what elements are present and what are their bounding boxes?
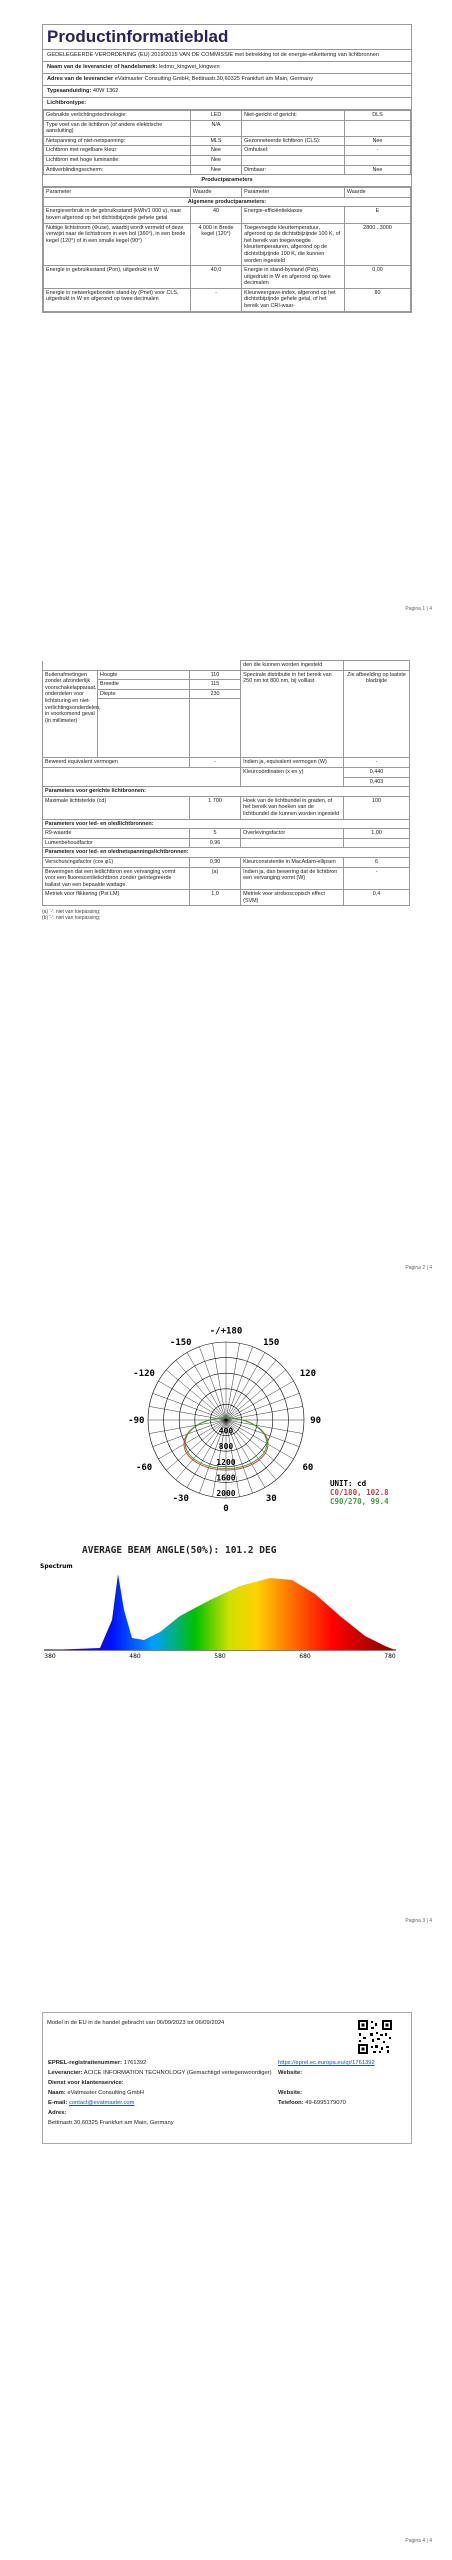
supplier-name-label: Naam van de leverancier of handelsmerk: (47, 64, 158, 70)
beam-label: Hoek van de lichtbundel in graden, of het bereik van hoeken van de lichtbundel die kunnen worden ingesteld (241, 796, 344, 819)
power-factor-value: 0,90 (189, 857, 240, 867)
polar-angle-label: 150 (263, 1338, 280, 1348)
polar-ring-label: 1600 (216, 1473, 236, 1483)
param-cell-l1: Energie in gebruiksstand (Pon), uitgedrukt in W (44, 266, 191, 289)
spectrum-x-tick: 680 (299, 1653, 311, 1660)
supplier-value: ACICE INFORMATION TECHNOLOGY (Gemachtigd vertegenwoordiger) (83, 2070, 272, 2076)
flicker-value: 1,0 (189, 890, 240, 906)
type-cell-l2: Gezonneteerde lichtbron (CLS): (242, 136, 345, 146)
type-cell-v1: Nee (190, 146, 241, 156)
param-cell-l1: Energie in netwerkgebonden stand-by (Pnet) voor CLS, uitgedrukt in W en afgerond op twee decimalen (44, 288, 191, 311)
type-cell-v1: Nee (190, 165, 241, 175)
customer-service-heading: Dienst voor klantenservice: (48, 2080, 124, 2086)
polar-angle-label: 120 (299, 1369, 317, 1380)
dim-height-value: 110 (189, 670, 240, 680)
spectrum-chart (40, 1560, 400, 1660)
type-cell-l1: Netspanning of niet-netspanning: (44, 136, 191, 146)
type-row (44, 111, 411, 121)
type-cell-v2: Nee (344, 165, 410, 175)
param-cell-v1: 40,0 (190, 266, 241, 289)
beam-value: 100 (343, 796, 409, 819)
type-table (43, 110, 411, 175)
page-number: Pagina 4 | 4 (405, 2538, 432, 2544)
info-sheet (42, 24, 412, 313)
dim-depth-value: 230 (189, 689, 240, 699)
flicker-label: Metriek voor flikkering (Pst LM) (43, 890, 190, 906)
type-row (44, 146, 411, 156)
spectrum-x-tick: 480 (129, 1653, 141, 1660)
supplier-label: Leverancier: (48, 2070, 83, 2076)
info-sheet-continued (42, 660, 410, 921)
macadam-label: Kleurconsistentie in MacAdam-ellipsen (241, 857, 344, 867)
market-period-text: Model in de EU in de handel gebracht van 06/09/2023 tot 06/09/2024 (47, 2020, 225, 2026)
dim-width-value: 115 (189, 680, 240, 690)
directional-heading: Parameters voor gerichte lichtbronnen: (43, 787, 410, 797)
param-cell-l2: Kleurweergave-index, afgerond op het dichtstbijzijnde gehele getal, of het bereik van CRI-waar- (242, 288, 345, 311)
polar-ring-label: 400 (218, 1426, 234, 1436)
param-cell-l2: Energie in stand-bystand (Psb), uitgedrukt in W en afgerond op twee decimalen (242, 266, 345, 289)
eprel-link[interactable]: https://eprel.ec.europa.eu/qr/1761392 (278, 2060, 375, 2066)
page-2 (0, 660, 452, 1280)
lumen-maint-value: 0,96 (189, 838, 240, 848)
type-cell-l1: Lichtbron met regelbare kleur: (44, 146, 191, 156)
phone-value: 49-6995179070 (305, 2100, 346, 2106)
param-cell-l1: Energieverbruik in de gebruiksstand (kWh/1 000 u), naar boven afgerond op het dichtstbijzijnde gehele getal (44, 207, 191, 223)
polar-legend-entry: C90/270, 99.4 (330, 1497, 389, 1506)
replacement-claim-label: Beweringen dat een ledlichtbron een vervanging vormt voor een fluorescentielichtbron zonder geïntegreerde ballast van een bepaalde wattage. (43, 867, 190, 890)
name-label: Naam: (48, 2090, 66, 2096)
stroboscopic-label: Metriek voor stroboscopisch effect (SVM) (241, 890, 344, 906)
qr-code-icon (357, 2019, 393, 2055)
chromaticity-label: Kleurcoördinaten (x en y) (241, 767, 344, 786)
param-row (44, 266, 411, 289)
address-value-2: Bettinastr.30,60325 Frankfurt am Main, Germany (48, 2120, 174, 2126)
equiv-value: - (189, 758, 240, 768)
polar-angle-label: 0 (223, 1504, 229, 1515)
email-link[interactable]: contact@evatmaster.com (68, 2100, 135, 2106)
r9-label: R9-waarde (43, 829, 190, 839)
polar-angle-label: -/+180 (209, 1326, 243, 1337)
type-cell-l1: Lichtbron met hoge luminantie: (44, 155, 191, 165)
param-table (43, 187, 411, 312)
continued-table (42, 660, 410, 906)
param-cell-l2: Energie-efficiëntieklasse (242, 207, 345, 223)
col-header-value: Waarde (190, 188, 241, 198)
address-value: eVatmaster Consulting GmbH, Bettinastr.30,60325 Frankfurt am Main, Germany (114, 76, 314, 82)
polar-legend-entry: C0/180, 102.8 (330, 1488, 389, 1497)
page-number: Pagina 2 | 4 (405, 1265, 432, 1271)
param-cell-v1: 4 000 in Brede kegel (120°) (190, 223, 241, 266)
spectrum-x-tick: 580 (214, 1653, 226, 1660)
page-4 (0, 1980, 452, 2560)
type-cell-l1: Gebruikte verlichtingstechnologie: (44, 111, 191, 121)
spectrum-y-label: Spectrum (40, 1563, 73, 1570)
col-header-param: Parameter (44, 188, 191, 198)
type-cell-l1: Antiverblindingsscherm: (44, 165, 191, 175)
polar-angle-label: -30 (172, 1494, 189, 1504)
page-1 (0, 0, 452, 620)
dim-width-label: Breedte (98, 680, 190, 690)
name-value: eVatmaster Consulting GmbH (67, 2090, 144, 2096)
chromaticity-y: 0,403 (343, 777, 409, 787)
email-label: E-mail: (48, 2100, 68, 2106)
page-number: Pagina 1 | 4 (405, 606, 432, 612)
eprel-label: EPREL-registratienummer: (48, 2060, 123, 2066)
param-cell-l2: Toegevoegde kleurtemperatuur, afgerond op de dichtstbijzijnde 100 K, of het bereik van toegevoegde kleurtemperaturen, afgerond op de dichtstbijzijnde 100 K, die kunnen worden ingesteld (242, 223, 345, 266)
type-cell-v1: N/A (190, 120, 241, 136)
model-label: Typeaanduiding: (47, 88, 92, 94)
chromaticity-x: 0,440 (343, 767, 409, 777)
type-cell-v2: - (344, 146, 410, 156)
polar-angle-label: -120 (133, 1369, 155, 1380)
type-cell-l2 (242, 155, 345, 165)
polar-ring-label: 2000 (216, 1489, 236, 1498)
beam-angle-caption: AVERAGE BEAM ANGLE(50%): 101.2 DEG (82, 1545, 277, 1556)
light-source-type-heading: Lichtbrontype: (43, 98, 411, 110)
polar-ring-label: 1200 (216, 1457, 236, 1467)
stroboscopic-value: 0,4 (343, 890, 409, 906)
registration-details (44, 2058, 408, 2128)
model-value: 40W 1362 (92, 88, 119, 94)
spd-value: Zie afbeelding op laatste bladzijde (343, 670, 409, 758)
type-cell-l2: Dimbaar: (242, 165, 345, 175)
peak-label: Maximale lichtsterkte (cd) (43, 796, 190, 819)
phone-label: Telefoon: (278, 2100, 304, 2106)
type-cell-l2: Omhulsel: (242, 146, 345, 156)
param-cell-v1: - (190, 288, 241, 311)
spectrum-x-tick: 380 (44, 1653, 56, 1660)
replacement-claim2-label: Indien ja, dan bewering dat de lichtbron een vervanging vormt (W) (241, 867, 344, 890)
address-label: Adres van de leverancier (47, 76, 114, 82)
type-row (44, 155, 411, 165)
type-row (44, 136, 411, 146)
type-row (44, 165, 411, 175)
supplier-name-value: ledmo_kingwei_kingwen (158, 64, 220, 70)
dim-height-label: Hoogte (98, 670, 190, 680)
replacement-claim-value: (a) (189, 867, 240, 890)
equiv-label: Beweerd equivalent vermogen (43, 758, 190, 768)
page-title: Productinformatieblad (43, 25, 411, 50)
type-cell-v2: Nee (344, 136, 410, 146)
page-number: Pagina 3 | 4 (405, 1918, 432, 1924)
spd-label: Spectrale distributie in het bereik van 250 nm tot 800 nm, bij volllast (241, 670, 344, 758)
type-cell-v2: DLS (344, 111, 410, 121)
lumen-maint-label: Lumenbehoudfactor (43, 838, 190, 848)
survival-label: Overlevingsfactor (241, 829, 344, 839)
param-cell-v2: 80 (344, 288, 410, 311)
param-row (44, 223, 411, 266)
type-cell-l2 (242, 120, 345, 136)
led-oled-heading: Parameters voor led- en oledlichtbronnen: (43, 819, 410, 829)
polar-angle-label: 30 (265, 1494, 277, 1504)
param-cell-l1: Nuttige lichtstroom (Φuse), waarbij wordt vermeld of deze verwijst naar de lichtstroom in een bol (360°), in een brede kegel (120°) of in een smalle kegel (90°) (44, 223, 191, 266)
param-row (44, 288, 411, 311)
type-cell-v2 (344, 155, 410, 165)
product-params-heading: Productparameters (43, 175, 411, 187)
polar-angle-label: -150 (169, 1338, 192, 1348)
param-cell-v2: 0,00 (344, 266, 410, 289)
mains-led-heading: Parameters voor led- en olednetspanningslichtbronnen: (43, 848, 410, 858)
footnote-b: (b) '-': niet van toepassing; (42, 915, 101, 922)
polar-ring-label: 800 (218, 1442, 234, 1452)
r9-value: 5 (189, 829, 240, 839)
polar-angle-label: -60 (135, 1462, 153, 1473)
type-cell-v1: LED (190, 111, 241, 121)
general-params-heading: Algemene productparameters: (44, 197, 411, 207)
address-label-2: Adres: (48, 2110, 67, 2116)
survival-value: 1,00 (343, 829, 409, 839)
peak-value: 1 700 (189, 796, 240, 819)
param-row (44, 207, 411, 223)
type-cell-v2 (344, 120, 410, 136)
type-cell-l2: Niet-gericht of gericht: (242, 111, 345, 121)
param-cell-v2: E (344, 207, 410, 223)
type-row (44, 120, 411, 136)
polar-angle-label: 90 (310, 1416, 322, 1426)
eprel-value: 1761392 (123, 2060, 147, 2066)
macadam-value: 6 (343, 857, 409, 867)
footnote-a: (a) '-': niet van toepassing; (42, 909, 101, 916)
spectrum-curve (50, 1574, 395, 1650)
col-header-param-2: Parameter (242, 188, 345, 198)
type-cell-v1: Nee (190, 155, 241, 165)
replacement-claim2-value: - (343, 867, 409, 890)
dim-depth-label: Diepte (98, 689, 190, 699)
cri-continued: den die kunnen worden ingesteld (241, 661, 344, 671)
polar-legend-entry: UNIT: cd (330, 1479, 367, 1488)
param-cell-v2: 2800...3000 (344, 223, 410, 266)
param-cell-v1: 40 (190, 207, 241, 223)
dims-label: Buitenafmetingen zonder afzonderlijk voorschakelapparaat, onderdelen voor lichtsturing en niet-verlichtingsonderdelen, in voorkomend geval (in millimeter) (43, 670, 98, 758)
power-factor-label: Verschuivingsfactor (cos φ1) (43, 857, 190, 867)
polar-angle-label: 60 (302, 1462, 314, 1473)
page-3 (0, 1320, 452, 1940)
equiv2-value: - (343, 758, 409, 768)
regulation-text: GEDELEGEERDE VERORDENING (EU) 2019/2015 VAN DE COMMISSIE met betrekking tot de energie-etikettering van lichtbronnen (43, 50, 411, 62)
type-cell-l1: Type voet van de lichtbron (of andere elektrische aansluiting) (44, 120, 191, 136)
type-cell-v1: MLS (190, 136, 241, 146)
website2-label: Website: (278, 2090, 303, 2096)
equiv2-label: Indien ja, equivalent vermogen (W) (241, 758, 344, 768)
col-header-value-2: Waarde (344, 188, 410, 198)
polar-angle-label: -90 (128, 1416, 145, 1426)
spectrum-x-tick: 780 (384, 1653, 396, 1660)
website-label: Website: (278, 2070, 303, 2076)
polar-intensity-diagram (0, 1320, 452, 1520)
